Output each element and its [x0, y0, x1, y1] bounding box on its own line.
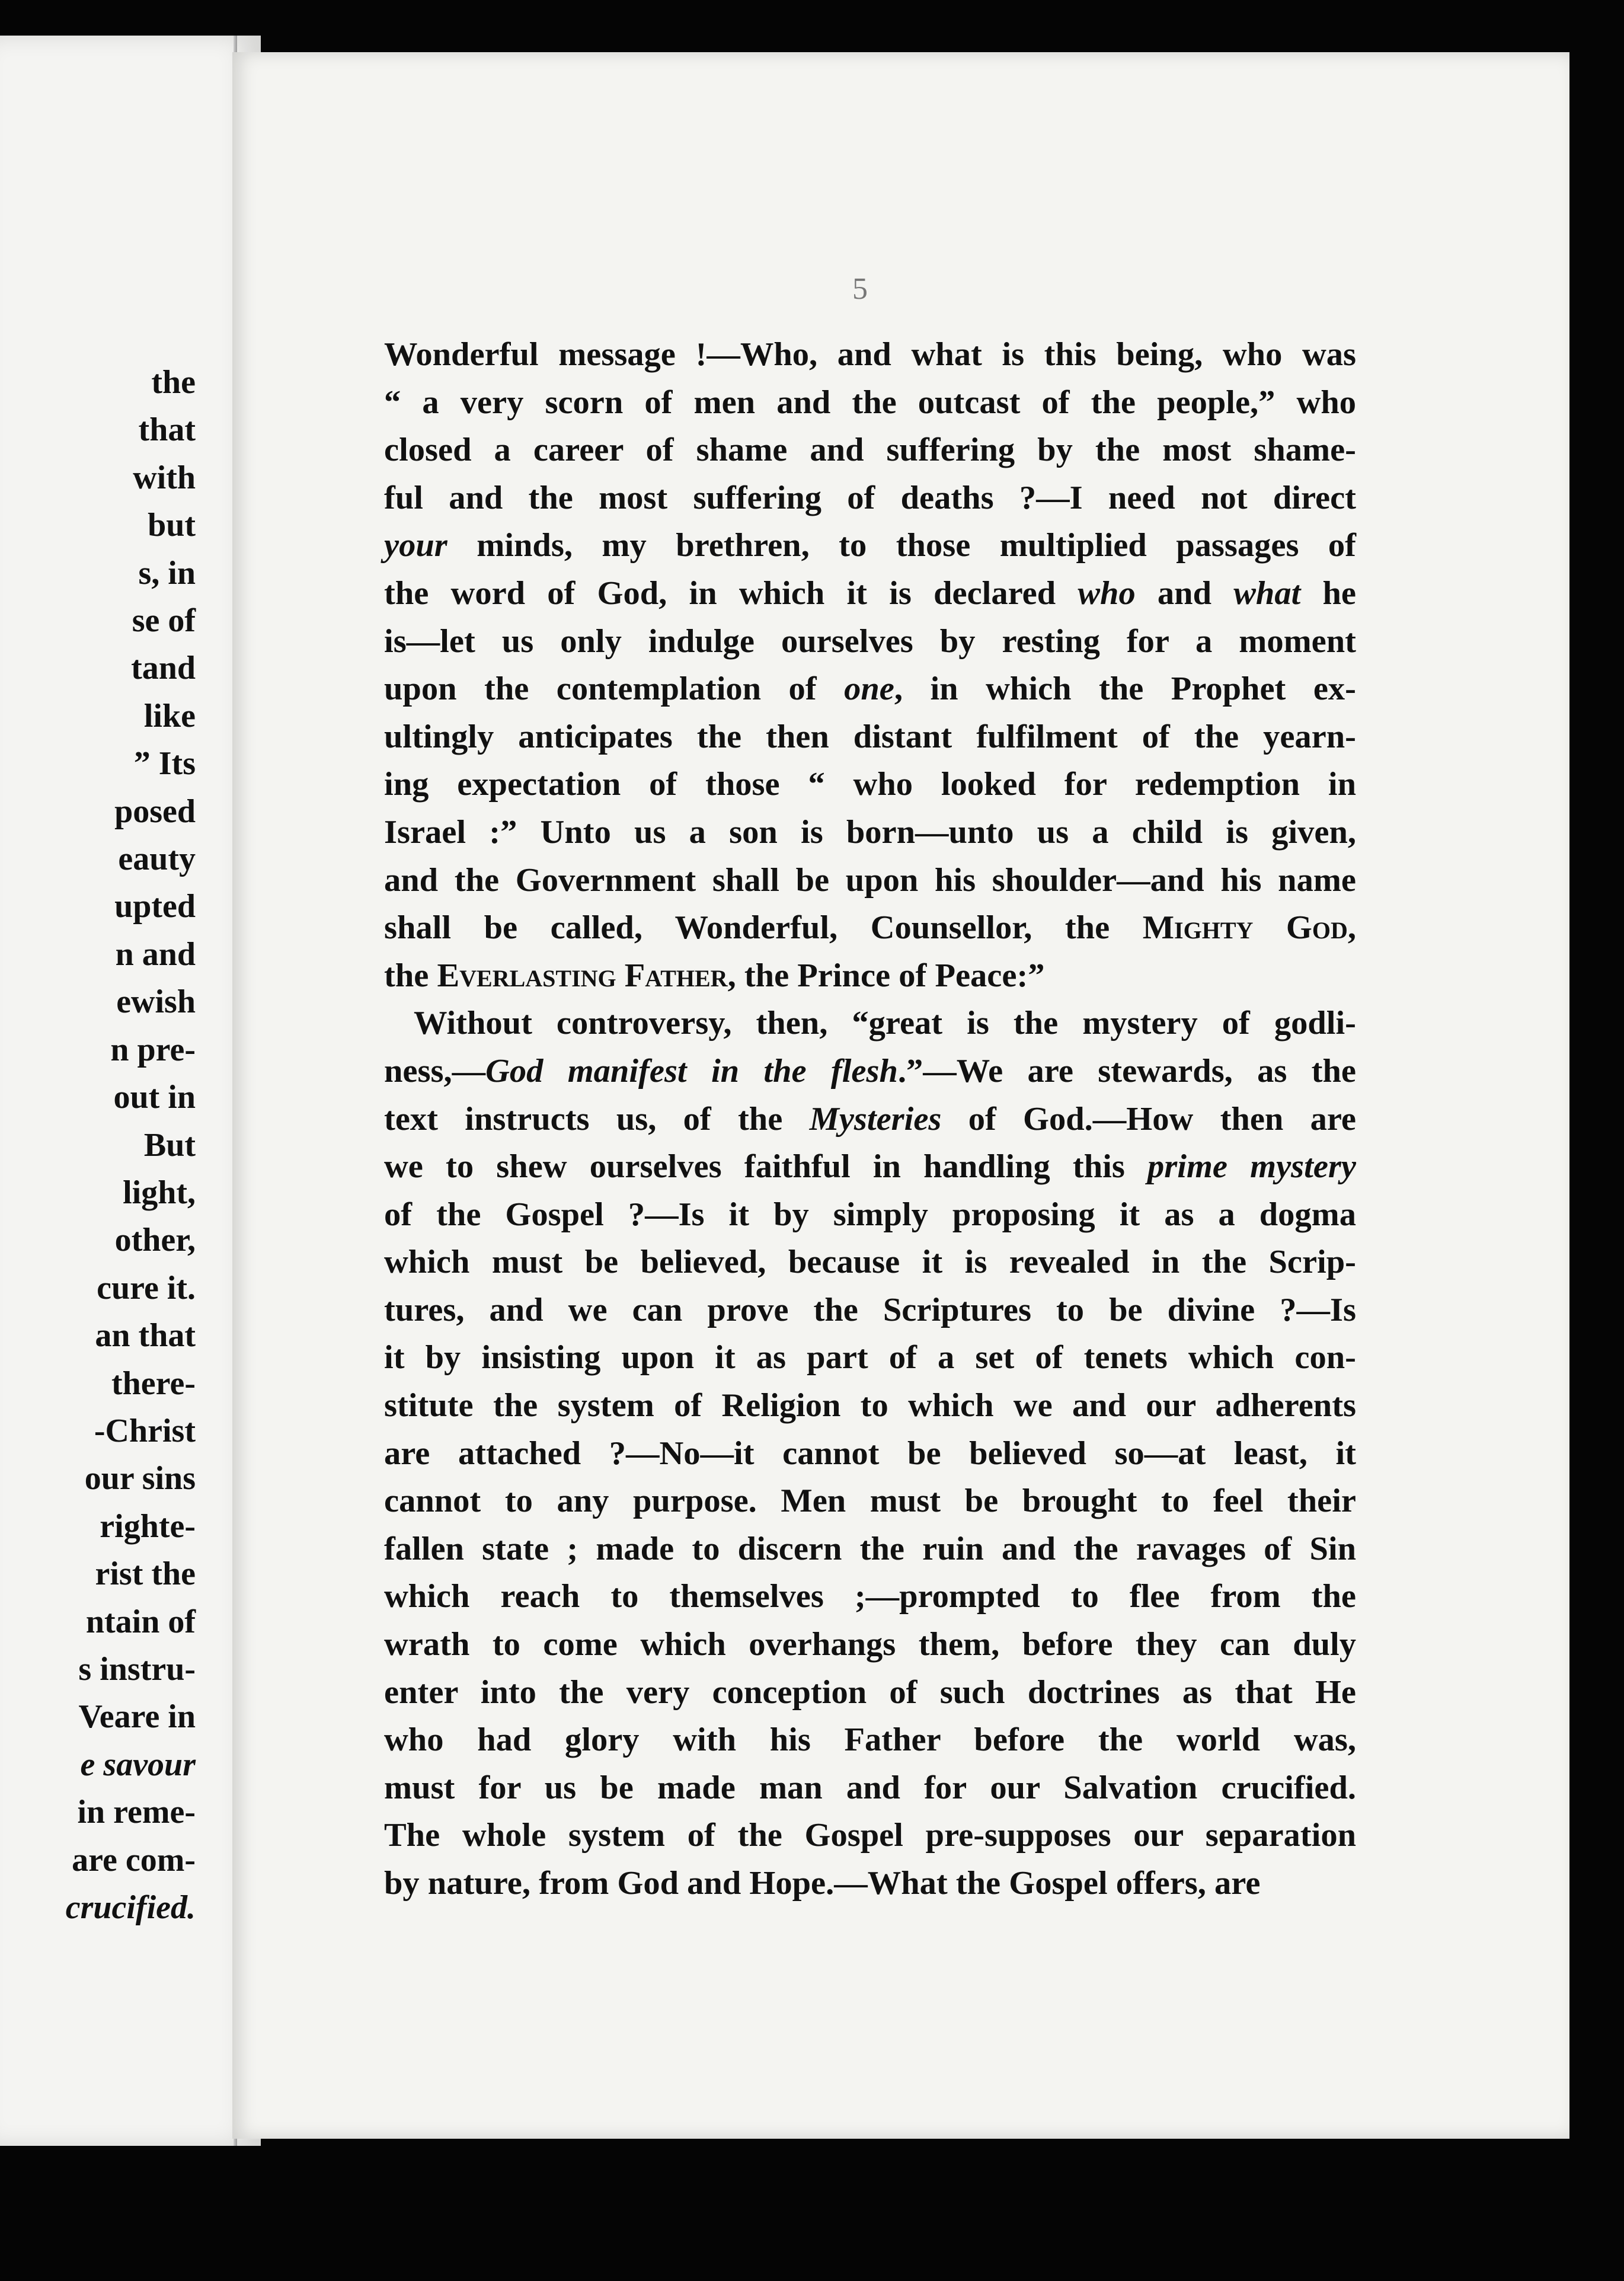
left-text-line: our sins [84, 1460, 196, 1497]
left-text-line: righte- [100, 1507, 196, 1545]
text-line: and the Government shall be upon his shoulder—and his name [384, 861, 1356, 899]
italic-phrase: what [1233, 574, 1301, 612]
left-text-line: eauty [118, 841, 196, 878]
left-text-line: se of [132, 602, 196, 640]
text-line: Israel :” Unto us a son is born—unto us a child is given, [384, 813, 1356, 851]
left-text-line: with [133, 459, 196, 496]
text-line: ful and the most suffering of deaths ?—I need not direct [384, 479, 1356, 516]
left-text-line: upted [114, 888, 196, 925]
text-line: tures, and we can prove the Scriptures to be divine ?—Is [384, 1291, 1356, 1328]
left-text-line: in reme- [77, 1794, 196, 1831]
left-text-line: but [148, 507, 196, 544]
text-line: we to shew ourselves faithful in handling this prime mystery [384, 1148, 1356, 1186]
left-text-line: crucified. [65, 1889, 196, 1926]
italic-phrase: God manifest in the flesh [485, 1052, 898, 1090]
text-line: fallen state ; made to discern the ruin and the ravages of Sin [384, 1530, 1356, 1567]
text-line: of the Gospel ?—Is it by simply proposing it as a dogma [384, 1196, 1356, 1233]
left-text-line: the [151, 364, 196, 401]
text-line: by nature, from God and Hope.—What the Gospel offers, are [384, 1865, 1261, 1902]
text-line: text instructs us, of the Mysteries of God.—How then are [384, 1100, 1356, 1138]
text-line: ness,—God manifest in the flesh.”—We are stewards, as the [384, 1052, 1356, 1090]
left-text-line: Veare in [78, 1698, 196, 1736]
text-line: the Everlasting Father, the Prince of Peace:” [384, 957, 1045, 994]
right-page [232, 52, 1569, 2139]
page-number: 5 [852, 272, 868, 306]
text-line: “ a very scorn of men and the outcast of the people,” who [384, 384, 1356, 421]
italic-phrase: one [844, 670, 894, 708]
left-text-line: posed [114, 793, 196, 830]
text-line: upon the contemplation of one, in which the Prophet ex- [384, 670, 1356, 708]
italic-phrase: Mysteries [809, 1100, 942, 1138]
text-line: Wonderful message !—Who, and what is this being, who was [384, 336, 1356, 373]
left-text-line: cure it. [97, 1269, 196, 1306]
text-line: must for us be made man and for our Salvation crucified. [384, 1769, 1356, 1806]
left-text-line: ntain of [85, 1603, 196, 1640]
text-line: ultingly anticipates the then distant fulfilment of the yearn- [384, 718, 1356, 755]
text-line: who had glory with his Father before the world was, [384, 1721, 1356, 1759]
left-text-line: other, [114, 1222, 196, 1259]
left-text-line: tand [131, 650, 196, 687]
left-text-line: n pre- [110, 1031, 196, 1068]
italic-phrase: who [1078, 574, 1136, 612]
left-text-line: ” Its [133, 745, 196, 782]
text-line: are attached ?—No—it cannot be believed so—at least, it [384, 1435, 1356, 1472]
italic-phrase: your [384, 527, 447, 564]
left-text-line: n and [115, 935, 196, 973]
text-line: it by insisting upon it as part of a set of tenets which con- [384, 1339, 1356, 1376]
left-text-line: there- [111, 1365, 196, 1402]
text-line: The whole system of the Gospel pre-supposes our separation [384, 1817, 1356, 1854]
text-line: Without controversy, then, “great is the mystery of godli- [414, 1005, 1356, 1042]
left-text-line: an that [95, 1317, 196, 1354]
left-text-line: But [143, 1126, 196, 1164]
text-line: enter into the very conception of such doctrines as that He [384, 1673, 1356, 1711]
left-text-line: light, [123, 1174, 196, 1211]
left-text-line: that [138, 411, 196, 449]
left-text-line: -Christ [94, 1412, 196, 1449]
text-line: your minds, my brethren, to those multiplied passages of [384, 527, 1356, 564]
left-text-line: ewish [116, 983, 196, 1021]
text-line: is—let us only indulge ourselves by resting for a moment [384, 622, 1356, 660]
text-line: ing expectation of those “ who looked for redemption in [384, 766, 1356, 803]
text-line: which must be believed, because it is revealed in the Scrip- [384, 1244, 1356, 1281]
left-text-line: e savour [80, 1746, 196, 1783]
left-text-line: like [143, 697, 196, 734]
small-caps-phrase: Mighty God [1142, 909, 1348, 947]
text-line: wrath to come which overhangs them, before they can duly [384, 1626, 1356, 1663]
body-text [384, 331, 1356, 1908]
left-text-line: rist the [95, 1555, 196, 1593]
text-line: the word of God, in which it is declared who and what he [384, 574, 1357, 612]
left-text-line: s instru- [78, 1650, 196, 1688]
left-text-line: are com- [72, 1841, 196, 1879]
text-line: stitute the system of Religion to which we and our adherents [384, 1387, 1356, 1424]
small-caps-phrase: Everlasting Father [437, 957, 728, 994]
text-line: closed a career of shame and suffering by the most shame- [384, 432, 1356, 469]
italic-phrase: prime mystery [1147, 1148, 1356, 1186]
left-text-line: out in [113, 1079, 196, 1116]
text-line: shall be called, Wonderful, Counsellor, the Mighty God, [384, 909, 1356, 947]
left-text-line: s, in [138, 554, 196, 592]
left-page [0, 36, 261, 2146]
left-page-text [66, 359, 196, 1931]
text-line: which reach to themselves ;—prompted to flee from the [384, 1578, 1356, 1615]
text-line: cannot to any purpose. Men must be brought to feel their [384, 1483, 1356, 1520]
